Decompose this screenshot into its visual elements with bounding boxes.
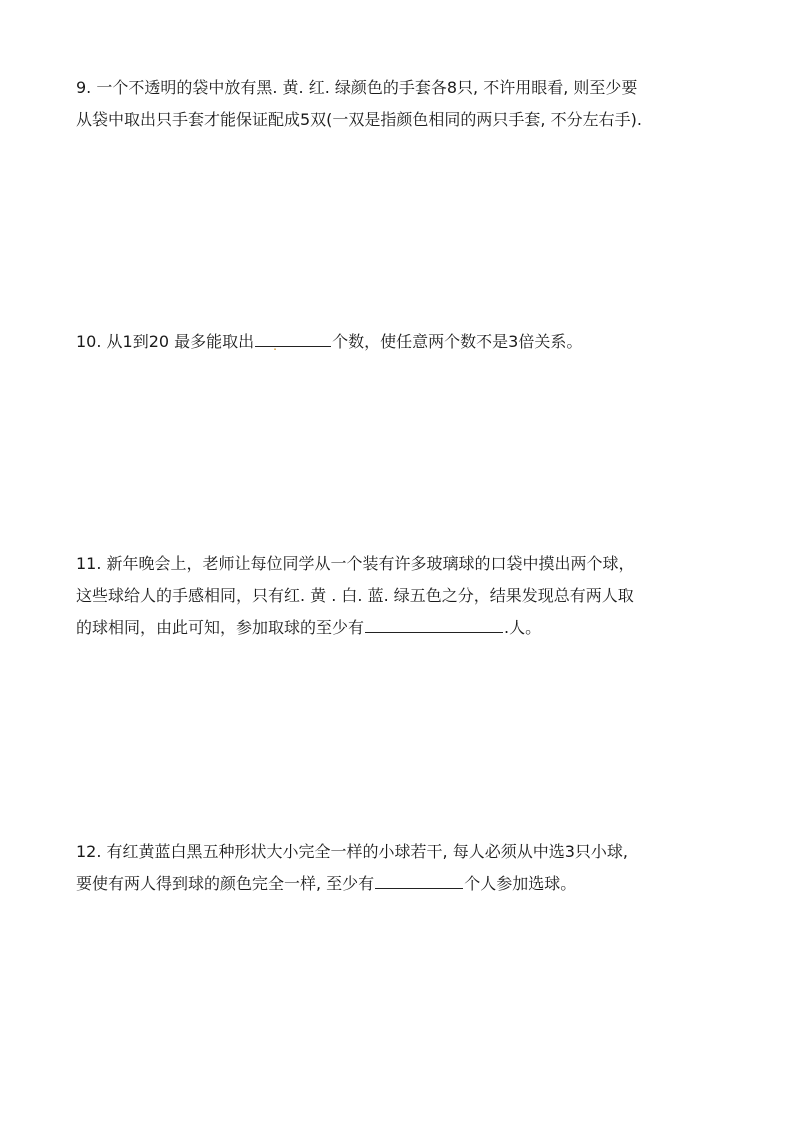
problem-10-text-after: 个数，使任意两个数不是3倍关系。 xyxy=(332,332,583,351)
problem-11-line-1: 11. 新年晚会上，老师让每位同学从一个装有许多玻璃球的口袋中摸出两个球， xyxy=(76,554,635,573)
problem-11-text-after: .人。 xyxy=(504,618,542,637)
problem-11 xyxy=(76,548,756,644)
problem-12-answer-blank[interactable] xyxy=(375,868,463,889)
problem-10-answer-blank[interactable] xyxy=(255,326,331,353)
problem-12-line-1: 12. 有红黄蓝白黑五种形状大小完全一样的小球若干, 每人必须从中选3只小球, xyxy=(76,842,628,861)
problem-9-line-2: 从袋中取出只手套才能保证配成5双(一双是指颜色相同的两只手套, 不分左右手). xyxy=(76,110,642,129)
problem-12 xyxy=(76,836,756,900)
problem-10 xyxy=(76,326,756,358)
problem-9-line-1: 9. 一个不透明的袋中放有黑. 黄. 红. 绿颜色的手套各8只, 不许用眼看, 则至少要 xyxy=(76,78,638,97)
problem-10-text-before: 10. 从1到20 最多能取出 xyxy=(76,332,255,351)
problem-12-text-before: 要使有两人得到球的颜色完全一样, 至少有 xyxy=(76,874,375,893)
problem-10-line-1 xyxy=(76,326,756,358)
problem-11-line-3 xyxy=(76,612,756,644)
problem-12-text-after: 个人参加选球。 xyxy=(464,874,577,893)
problem-12-line-2 xyxy=(76,868,756,900)
problem-11-text-before: 的球相同，由此可知，参加取球的至少有 xyxy=(76,618,365,637)
problem-11-answer-blank[interactable] xyxy=(365,612,503,633)
blank-mark: . xyxy=(273,339,277,353)
problem-11-line-2: 这些球给人的手感相同，只有红. 黄 . 白. 蓝. 绿五色之分，结果发现总有两人取 xyxy=(76,586,634,605)
problem-9 xyxy=(76,72,756,136)
